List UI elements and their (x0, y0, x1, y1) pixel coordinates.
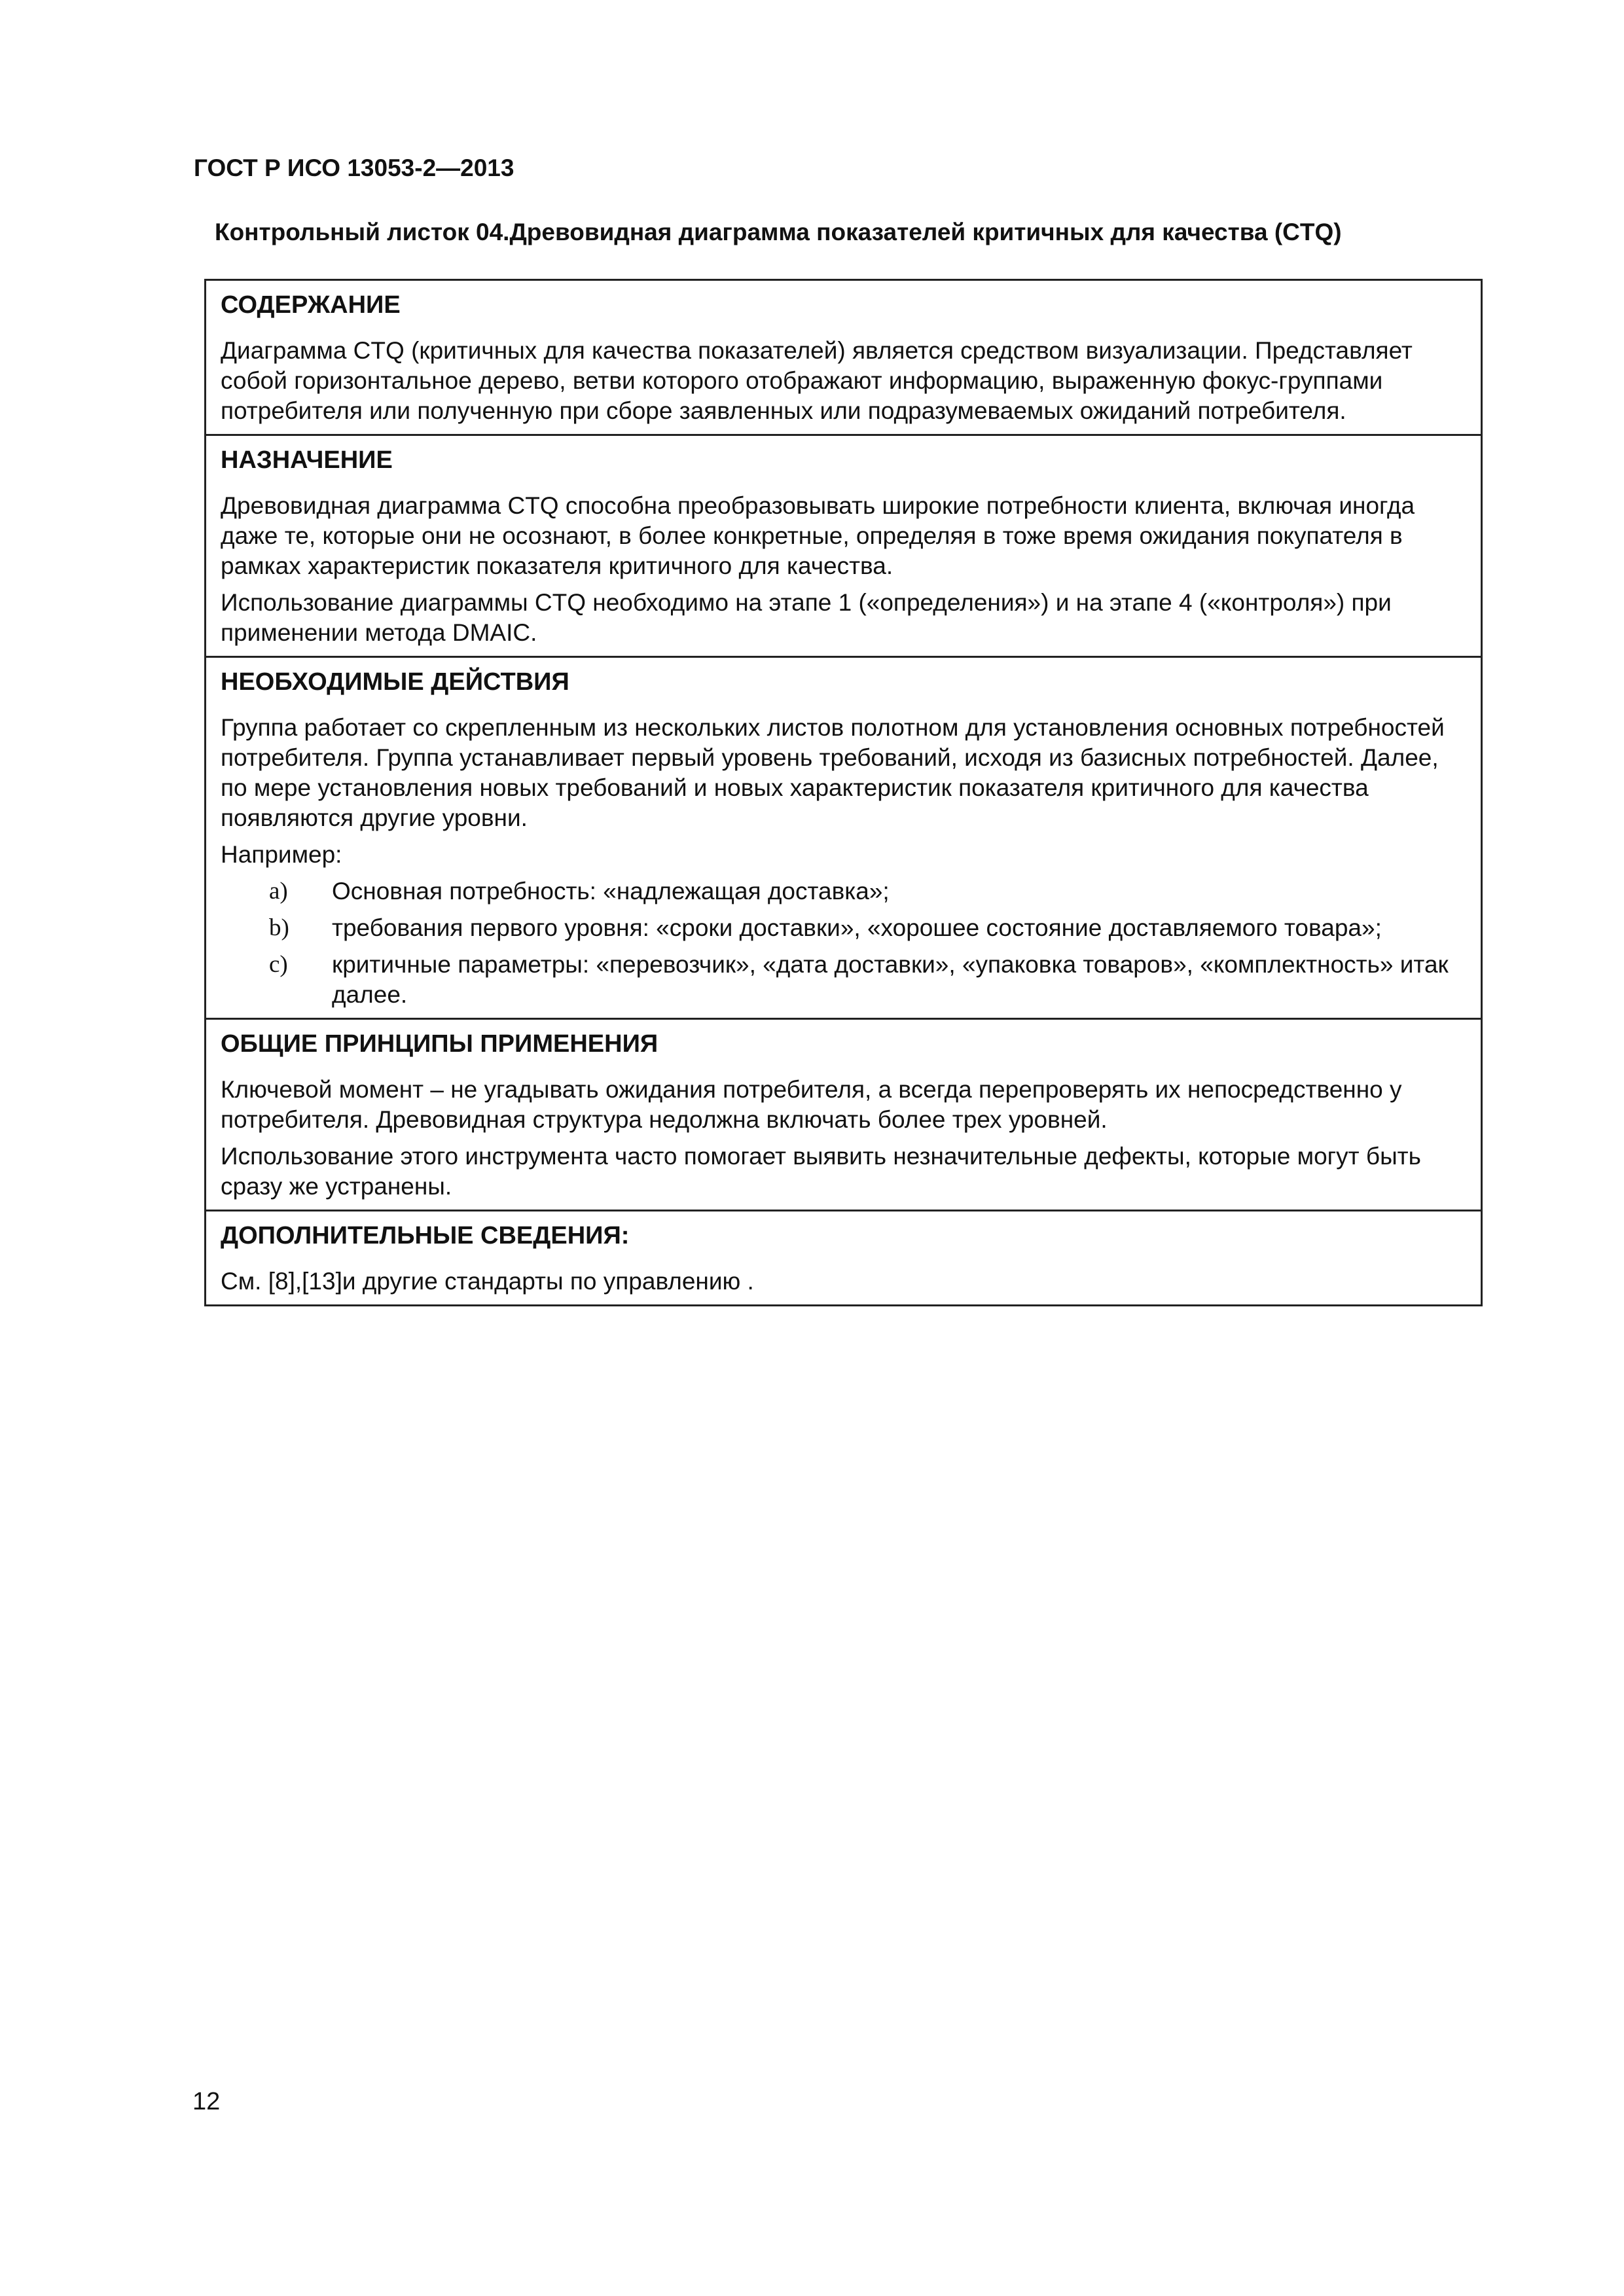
list-marker: c) (269, 951, 288, 978)
list-item (221, 913, 1465, 943)
example-list (221, 876, 1465, 1010)
section-paragraph: Ключевой момент – не угадывать ожидания потребителя, а всегда перепроверять их непосредственно у потребителя. Древовидная структура недолжна включать более трех уровней. (221, 1076, 1402, 1133)
section-heading: ДОПОЛНИТЕЛЬНЫЕ СВЕДЕНИЯ: (221, 1222, 630, 1249)
section-heading: СОДЕРЖАНИЕ (221, 291, 401, 319)
list-item (221, 950, 1465, 1010)
section-required-actions (206, 656, 1481, 1018)
checklist-table (204, 279, 1483, 1306)
list-item (221, 876, 1465, 906)
list-marker: b) (269, 914, 289, 941)
section-heading: НЕОБХОДИМЫЕ ДЕЙСТВИЯ (221, 668, 569, 696)
section-paragraph: Диаграмма CTQ (критичных для качества показателей) является средством визуализации. Представляет собой горизонтальное дерево, ветви которого отображают информацию, выраженную фокус-группами потребителя или полученную при сборе заявленных или подразумеваемых ожиданий потребителя. (221, 337, 1413, 424)
section-content (206, 281, 1481, 434)
section-paragraph: Например: (221, 841, 342, 868)
section-paragraph: Древовидная диаграмма CTQ способна преобразовывать широкие потребности клиента, включая иногда даже те, которые они не осознают, в более конкретные, определяя в тоже время ожидания покупателя в рамках характеристик показателя критичного для качества. (221, 492, 1415, 579)
list-item-text: требования первого уровня: «сроки доставки», «хорошее состояние доставляемого товара»; (332, 914, 1382, 941)
section-heading: ОБЩИЕ ПРИНЦИПЫ ПРИМЕНЕНИЯ (221, 1030, 659, 1058)
section-paragraph: Использование этого инструмента часто помогает выявить незначительные дефекты, которые могут быть сразу же устранены. (221, 1143, 1421, 1200)
document-title: Контрольный листок 04.Древовидная диаграмма показателей критичных для качества (CTQ) (215, 219, 1342, 245)
list-item-text: критичные параметры: «перевозчик», «дата доставки», «упаковка товаров», «комплектность» итак далее. (332, 951, 1449, 1008)
list-item-text: Основная потребность: «надлежащая доставка»; (332, 878, 890, 905)
section-additional-info (206, 1210, 1481, 1304)
section-purpose (206, 434, 1481, 656)
list-marker: a) (269, 878, 288, 905)
standard-code: ГОСТ Р ИСО 13053-2—2013 (194, 154, 514, 181)
section-paragraph: См. [8],[13]и другие стандарты по управлению . (221, 1268, 754, 1295)
section-heading: НАЗНАЧЕНИЕ (221, 446, 393, 474)
section-general-principles (206, 1018, 1481, 1210)
section-paragraph: Группа работает со скрепленным из нескольких листов полотном для установления основных потребностей потребителя. Группа устанавливает первый уровень требований, исходя из базисных потребностей. Далее, по мере установления новых требований и новых характеристик показателя критичного для качества появляются другие уровни. (221, 714, 1445, 831)
section-paragraph: Использование диаграммы CTQ необходимо на этапе 1 («определения») и на этапе 4 («контроля») при применении метода DMAIC. (221, 589, 1392, 646)
page-number: 12 (192, 2088, 221, 2115)
